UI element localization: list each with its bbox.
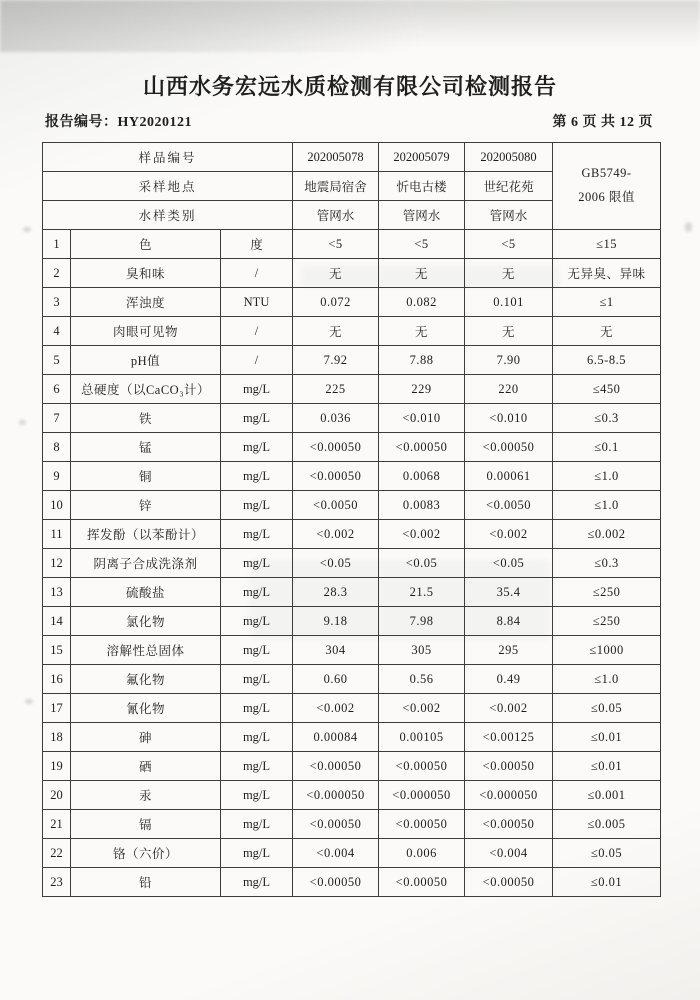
sample1-value: 无 <box>293 317 379 346</box>
standard-name: GB5749- <box>581 166 632 181</box>
table-row <box>43 433 661 462</box>
unit-cell: mg/L <box>221 607 293 636</box>
sample1-value: <0.00050 <box>293 810 379 839</box>
water-quality-results-table <box>42 142 661 897</box>
unit-cell: mg/L <box>221 636 293 665</box>
table-row <box>43 317 661 346</box>
sample1-value: 7.92 <box>293 346 379 375</box>
parameter-name: 氯化物 <box>71 607 221 636</box>
parameter-name: 溶解性总固体 <box>71 636 221 665</box>
sample3-value: <0.00050 <box>465 868 553 897</box>
limit-value: ≤250 <box>553 607 661 636</box>
limit-value: ≤250 <box>553 578 661 607</box>
row-index: 23 <box>43 868 71 897</box>
sample2-value: 21.5 <box>379 578 465 607</box>
limit-value: ≤1 <box>553 288 661 317</box>
unit-cell: mg/L <box>221 781 293 810</box>
unit-cell: mg/L <box>221 723 293 752</box>
row-index: 4 <box>43 317 71 346</box>
row-index: 8 <box>43 433 71 462</box>
sample1-value: 无 <box>293 259 379 288</box>
table-row <box>43 694 661 723</box>
parameter-name: 砷 <box>71 723 221 752</box>
report-meta-row <box>45 111 653 131</box>
sample2-type: 管网水 <box>379 201 465 230</box>
unit-cell: mg/L <box>221 810 293 839</box>
sample1-value: 225 <box>293 375 379 404</box>
unit-cell: mg/L <box>221 578 293 607</box>
row-index: 22 <box>43 839 71 868</box>
unit-cell: / <box>221 346 293 375</box>
sampling-site-label: 采样地点 <box>43 172 293 201</box>
sample3-value: <0.002 <box>465 694 553 723</box>
parameter-name: 铅 <box>71 868 221 897</box>
sample3-value: 0.49 <box>465 665 553 694</box>
unit-cell: mg/L <box>221 491 293 520</box>
limit-value: ≤0.3 <box>553 549 661 578</box>
sample2-value: 7.98 <box>379 607 465 636</box>
row-index: 20 <box>43 781 71 810</box>
sample2-value: <0.00050 <box>379 433 465 462</box>
row-index: 21 <box>43 810 71 839</box>
table-row <box>43 346 661 375</box>
parameter-name: 铬（六价） <box>71 839 221 868</box>
sample2-value: 0.00105 <box>379 723 465 752</box>
sample3-value: 无 <box>465 259 553 288</box>
limit-value: ≤1.0 <box>553 665 661 694</box>
sample2-site: 忻电古楼 <box>379 172 465 201</box>
limit-value: 无异臭、异味 <box>553 259 661 288</box>
sample3-value: 220 <box>465 375 553 404</box>
table-row <box>43 636 661 665</box>
sample2-value: <0.010 <box>379 404 465 433</box>
unit-cell: mg/L <box>221 433 293 462</box>
sample3-value: 0.00061 <box>465 462 553 491</box>
limit-value: ≤15 <box>553 230 661 259</box>
sample2-value: 0.56 <box>379 665 465 694</box>
sample3-value: 8.84 <box>465 607 553 636</box>
sample1-value: 0.036 <box>293 404 379 433</box>
sample3-value: 无 <box>465 317 553 346</box>
sample2-value: <0.000050 <box>379 781 465 810</box>
limit-value: ≤0.1 <box>553 433 661 462</box>
limit-value: ≤0.01 <box>553 723 661 752</box>
row-index: 18 <box>43 723 71 752</box>
sample2-value: <5 <box>379 230 465 259</box>
table-row <box>43 868 661 897</box>
parameter-name: 阴离子合成洗涤剂 <box>71 549 221 578</box>
table-row <box>43 462 661 491</box>
sample2-value: 229 <box>379 375 465 404</box>
unit-cell: mg/L <box>221 462 293 491</box>
sample2-value: <0.00050 <box>379 868 465 897</box>
unit-cell: / <box>221 317 293 346</box>
sample3-id: 202005080 <box>465 143 553 172</box>
row-index: 16 <box>43 665 71 694</box>
sample1-value: <5 <box>293 230 379 259</box>
row-index: 14 <box>43 607 71 636</box>
limit-value: ≤0.05 <box>553 694 661 723</box>
limit-value: ≤0.01 <box>553 868 661 897</box>
limit-value: ≤0.001 <box>553 781 661 810</box>
sample3-value: <0.000050 <box>465 781 553 810</box>
sample1-value: <0.00050 <box>293 433 379 462</box>
sample3-value: <0.00050 <box>465 752 553 781</box>
parameter-name: 浑浊度 <box>71 288 221 317</box>
row-index: 13 <box>43 578 71 607</box>
limit-value: ≤450 <box>553 375 661 404</box>
parameter-name: 铁 <box>71 404 221 433</box>
sample1-value: <0.00050 <box>293 752 379 781</box>
header-row-sample-id <box>43 143 661 172</box>
table-row <box>43 230 661 259</box>
limit-value: ≤0.05 <box>553 839 661 868</box>
row-index: 2 <box>43 259 71 288</box>
sample3-value: 35.4 <box>465 578 553 607</box>
sample3-value: <0.05 <box>465 549 553 578</box>
parameter-name: 锰 <box>71 433 221 462</box>
parameter-name: 色 <box>71 230 221 259</box>
table-row <box>43 520 661 549</box>
page-indicator: 第 6 页 共 12 页 <box>552 115 653 130</box>
unit-cell: 度 <box>221 230 293 259</box>
parameter-name: 硫酸盐 <box>71 578 221 607</box>
row-index: 9 <box>43 462 71 491</box>
table-row <box>43 752 661 781</box>
parameter-name: 肉眼可见物 <box>71 317 221 346</box>
row-index: 11 <box>43 520 71 549</box>
row-index: 3 <box>43 288 71 317</box>
scan-artifact <box>23 227 31 232</box>
table-row <box>43 810 661 839</box>
unit-cell: mg/L <box>221 839 293 868</box>
row-index: 7 <box>43 404 71 433</box>
sample3-value: <0.00050 <box>465 810 553 839</box>
sample3-value: 7.90 <box>465 346 553 375</box>
sample2-value: <0.00050 <box>379 752 465 781</box>
table-row <box>43 781 661 810</box>
limit-value: ≤1.0 <box>553 462 661 491</box>
sample3-value: <0.002 <box>465 520 553 549</box>
parameter-name: 锌 <box>71 491 221 520</box>
sample2-value: 305 <box>379 636 465 665</box>
sample2-value: 0.0068 <box>379 462 465 491</box>
sample1-value: <0.002 <box>293 520 379 549</box>
table-row <box>43 404 661 433</box>
page-title: 山西水务宏远水质检测有限公司检测报告 <box>142 74 557 99</box>
water-type-label: 水样类别 <box>43 201 293 230</box>
sample1-value: 304 <box>293 636 379 665</box>
limit-value: 无 <box>553 317 661 346</box>
limit-value: ≤0.002 <box>553 520 661 549</box>
row-index: 15 <box>43 636 71 665</box>
sample3-value: 295 <box>465 636 553 665</box>
limit-value: 6.5-8.5 <box>553 346 661 375</box>
sample1-value: <0.0050 <box>293 491 379 520</box>
sample2-value: <0.05 <box>379 549 465 578</box>
sample2-value: 0.006 <box>379 839 465 868</box>
table-row <box>43 607 661 636</box>
sample1-value: 0.072 <box>293 288 379 317</box>
sample2-value: 0.0083 <box>379 491 465 520</box>
parameter-name: 总硬度（以CaCO₃计） <box>71 375 221 404</box>
sample3-value: <5 <box>465 230 553 259</box>
unit-cell: mg/L <box>221 520 293 549</box>
limit-value: ≤0.3 <box>553 404 661 433</box>
sample2-value: 7.88 <box>379 346 465 375</box>
sample1-value: 9.18 <box>293 607 379 636</box>
parameter-name: 臭和味 <box>71 259 221 288</box>
limit-value: ≤0.005 <box>553 810 661 839</box>
sample3-value: <0.010 <box>465 404 553 433</box>
sample3-value: <0.00050 <box>465 433 553 462</box>
scan-artifact <box>25 699 33 704</box>
unit-cell: mg/L <box>221 694 293 723</box>
sample1-type: 管网水 <box>293 201 379 230</box>
sample3-type: 管网水 <box>465 201 553 230</box>
standard-limit-header <box>553 143 661 230</box>
row-index: 17 <box>43 694 71 723</box>
sample-id-label: 样品编号 <box>43 143 293 172</box>
unit-cell: NTU <box>221 288 293 317</box>
row-index: 10 <box>43 491 71 520</box>
sample2-value: <0.002 <box>379 520 465 549</box>
sample2-id: 202005079 <box>379 143 465 172</box>
sample2-value: 0.082 <box>379 288 465 317</box>
table-row <box>43 375 661 404</box>
sample1-value: 0.00084 <box>293 723 379 752</box>
table-row <box>43 288 661 317</box>
sample1-value: <0.05 <box>293 549 379 578</box>
row-index: 1 <box>43 230 71 259</box>
parameter-name: 铜 <box>71 462 221 491</box>
unit-cell: mg/L <box>221 549 293 578</box>
table-row <box>43 491 661 520</box>
sample1-value: <0.00050 <box>293 868 379 897</box>
sample2-value: 无 <box>379 259 465 288</box>
report-number: 报告编号：HY2020121 <box>45 115 192 130</box>
table-row <box>43 665 661 694</box>
unit-cell: mg/L <box>221 404 293 433</box>
sample1-site: 地震局宿舍 <box>293 172 379 201</box>
unit-cell: mg/L <box>221 665 293 694</box>
limit-value: ≤1.0 <box>553 491 661 520</box>
table-row <box>43 723 661 752</box>
row-index: 5 <box>43 346 71 375</box>
parameter-name: 硒 <box>71 752 221 781</box>
parameter-name: 汞 <box>71 781 221 810</box>
table-row <box>43 839 661 868</box>
sample2-value: <0.002 <box>379 694 465 723</box>
sample1-value: <0.00050 <box>293 462 379 491</box>
unit-cell: mg/L <box>221 752 293 781</box>
scan-edge-shadow <box>0 0 700 52</box>
unit-cell: mg/L <box>221 375 293 404</box>
table-row <box>43 259 661 288</box>
parameter-name: 氰化物 <box>71 694 221 723</box>
parameter-name: 挥发酚（以苯酚计） <box>71 520 221 549</box>
sample3-site: 世纪花苑 <box>465 172 553 201</box>
parameter-name: 镉 <box>71 810 221 839</box>
sample1-value: 28.3 <box>293 578 379 607</box>
sample2-value: <0.00050 <box>379 810 465 839</box>
scan-artifact <box>19 420 26 425</box>
row-index: 19 <box>43 752 71 781</box>
sample1-value: <0.002 <box>293 694 379 723</box>
row-index: 12 <box>43 549 71 578</box>
unit-cell: / <box>221 259 293 288</box>
table-row <box>43 578 661 607</box>
row-index: 6 <box>43 375 71 404</box>
parameter-name: 氟化物 <box>71 665 221 694</box>
sample3-value: <0.004 <box>465 839 553 868</box>
parameter-name: pH值 <box>71 346 221 375</box>
table-row <box>43 549 661 578</box>
sample2-value: 无 <box>379 317 465 346</box>
sample3-value: 0.101 <box>465 288 553 317</box>
scan-artifact <box>685 222 692 232</box>
sample1-value: <0.004 <box>293 839 379 868</box>
sample1-value: <0.000050 <box>293 781 379 810</box>
sample1-id: 202005078 <box>293 143 379 172</box>
unit-cell: mg/L <box>221 868 293 897</box>
limit-value: ≤0.01 <box>553 752 661 781</box>
sample1-value: 0.60 <box>293 665 379 694</box>
sample3-value: <0.0050 <box>465 491 553 520</box>
sample3-value: <0.00125 <box>465 723 553 752</box>
limit-value: ≤1000 <box>553 636 661 665</box>
standard-limit-label: 2006 限值 <box>578 190 635 204</box>
